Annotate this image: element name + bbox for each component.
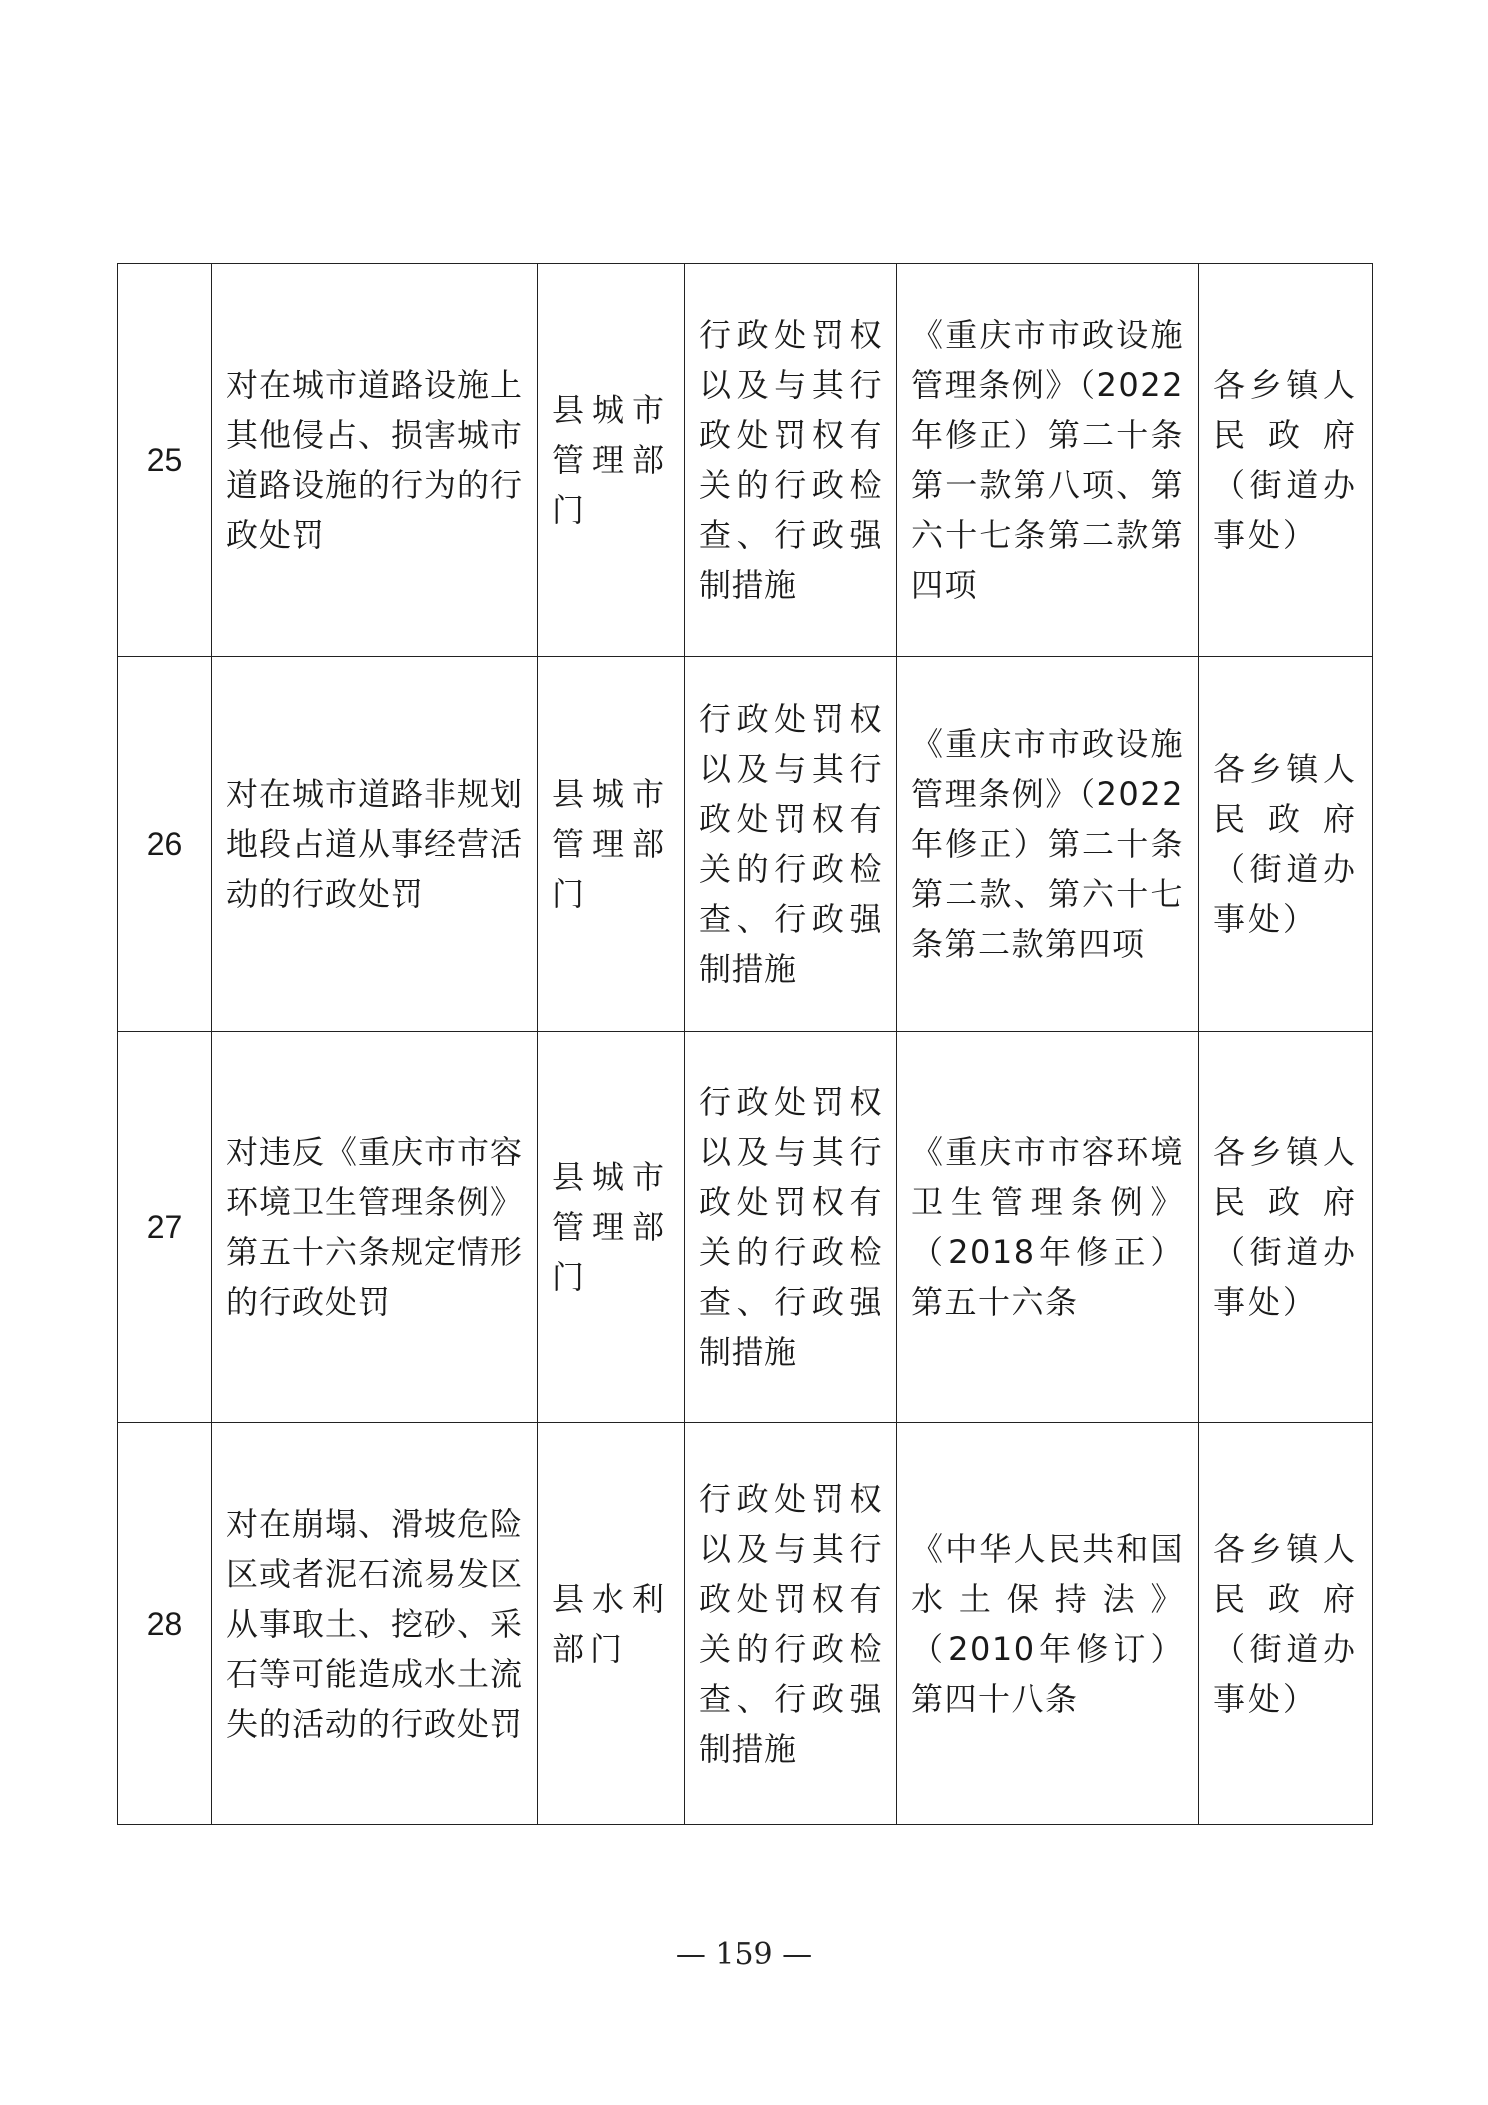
legal-basis: 《中华人民共和国水土保持法》（2010年修订）第四十八条 [897,1423,1199,1825]
item-description: 对在城市道路非规划地段占道从事经营活动的行政处罚 [212,657,538,1032]
implementer: 各乡镇人民政府（街道办事处） [1199,264,1373,657]
item-description: 对在城市道路设施上其他侵占、损害城市道路设施的行为的行政处罚 [212,264,538,657]
item-number: 28 [118,1423,212,1825]
department: 县城市管理部门 [538,657,685,1032]
table-row [118,264,1373,657]
legal-basis: 《重庆市市政设施管理条例》（2022年修正）第二十条第二款、第六十七条第二款第四项 [897,657,1199,1032]
authority-items-table [117,263,1373,1825]
department: 县城市管理部门 [538,264,685,657]
department: 县城市管理部门 [538,1032,685,1423]
page-number: — 159 — [675,1937,813,1972]
item-number: 26 [118,657,212,1032]
item-number: 27 [118,1032,212,1423]
power-type: 行政处罚权以及与其行政处罚权有关的行政检查、行政强制措施 [685,1032,897,1423]
implementer: 各乡镇人民政府（街道办事处） [1199,1423,1373,1825]
legal-basis: 《重庆市市政设施管理条例》（2022年修正）第二十条第一款第八项、第六十七条第二款第四项 [897,264,1199,657]
implementer: 各乡镇人民政府（街道办事处） [1199,657,1373,1032]
power-type: 行政处罚权以及与其行政处罚权有关的行政检查、行政强制措施 [685,1423,897,1825]
power-type: 行政处罚权以及与其行政处罚权有关的行政检查、行政强制措施 [685,264,897,657]
legal-basis: 《重庆市市容环境卫生管理条例》（2018年修正）第五十六条 [897,1032,1199,1423]
item-description: 对在崩塌、滑坡危险区或者泥石流易发区从事取土、挖砂、采石等可能造成水土流失的活动的行政处罚 [212,1423,538,1825]
table-row [118,1032,1373,1423]
power-type: 行政处罚权以及与其行政处罚权有关的行政检查、行政强制措施 [685,657,897,1032]
implementer: 各乡镇人民政府（街道办事处） [1199,1032,1373,1423]
department: 县水利部门 [538,1423,685,1825]
item-description: 对违反《重庆市市容环境卫生管理条例》第五十六条规定情形的行政处罚 [212,1032,538,1423]
table-row [118,1423,1373,1825]
table-row [118,657,1373,1032]
item-number: 25 [118,264,212,657]
